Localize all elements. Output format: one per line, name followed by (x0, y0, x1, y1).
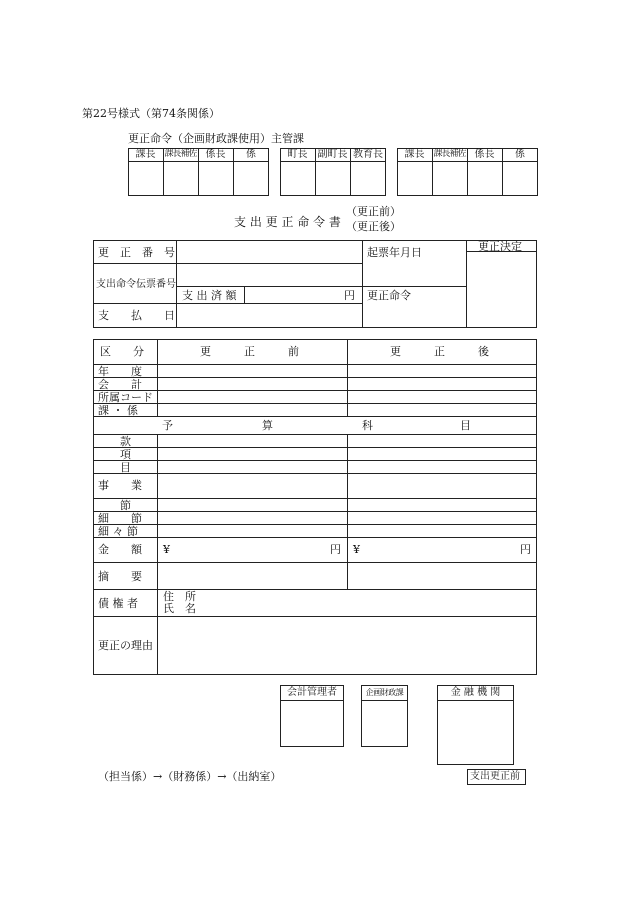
correction-decision-label: 更正決定 (478, 240, 522, 253)
stamp-label: 課長 (404, 149, 425, 160)
row-label-kou: 項 (120, 448, 131, 461)
creditor-name-label: 氏 名 (163, 602, 196, 615)
after-column-header: 更 正 後 (390, 345, 489, 358)
stamp-label: 町長 (287, 149, 308, 160)
row-label-moku: 目 (120, 461, 131, 474)
row-label-creditor: 債 権 者 (98, 597, 138, 610)
stamp-label: 係 (515, 149, 525, 160)
paid-amount-label: 支 出 済 額 (182, 289, 237, 302)
correction-order-label: 更正命令 (367, 289, 411, 302)
stamp-label: 係長 (474, 149, 495, 160)
doc-title-note-after: （更正後） (346, 220, 401, 233)
amount-after-yen: 円 (520, 543, 531, 556)
row-label-sub-setsu: 細 節 (98, 512, 142, 525)
doc-title: 支 出 更 正 命 令 書 (234, 215, 341, 229)
stamp-label: 課長補佐 (433, 149, 466, 159)
stamp-label: 係 (246, 149, 256, 160)
correction-number-label: 更 正 番 号 (98, 246, 175, 259)
payment-date-label: 支 払 日 (98, 309, 175, 322)
amount-before-yen-mark: ¥ (163, 543, 170, 556)
division-label: 区 分 (100, 345, 144, 358)
budget-heading-2: 算 (262, 419, 273, 432)
footer-label: 支出更正前 (470, 771, 520, 782)
row-label-kan: 款 (120, 435, 131, 448)
row-label-dept-code: 所属コード (98, 391, 153, 404)
routing-text: （担当係）→（財務係）→（出納室） (98, 770, 282, 783)
amount-after-yen-mark: ¥ (353, 543, 360, 556)
stamp-label: 副町長 (317, 149, 348, 160)
draft-date-label: 起票年月日 (367, 246, 422, 259)
row-label-amount: 金 額 (98, 543, 142, 556)
row-label-section: 課 ・ 係 (98, 404, 138, 417)
budget-heading-4: 目 (460, 419, 471, 432)
form-number: 第22号様式（第74条関係） (82, 107, 220, 120)
order-title: 更正命令（企画財政課使用）主管課 (128, 132, 304, 145)
row-label-fiscal-year: 年 度 (98, 365, 142, 378)
creditor-address-label: 住 所 (163, 590, 196, 603)
doc-title-note-before: （更正前） (346, 205, 401, 218)
row-label-project: 事 業 (98, 479, 142, 492)
voucher-number-label: 支出命令伝票番号 (96, 279, 176, 290)
budget-heading-3: 科 (362, 419, 373, 432)
row-label-setsu: 節 (120, 499, 131, 512)
before-column-header: 更 正 前 (200, 345, 299, 358)
accounting-manager-label: 会計管理者 (287, 687, 337, 698)
stamp-label: 係長 (205, 149, 226, 160)
financial-institution-label: 金 融 機 関 (450, 687, 501, 698)
planning-finance-label: 企画財政課 (365, 688, 404, 697)
amount-before-yen: 円 (330, 543, 341, 556)
row-label-reason: 更正の理由 (98, 639, 153, 652)
row-label-account: 会 計 (98, 378, 142, 391)
row-label-sub-sub-setsu: 細 々 節 (98, 525, 138, 538)
paid-amount-yen: 円 (344, 289, 355, 302)
stamp-label: 課長 (135, 149, 156, 160)
row-label-summary: 摘 要 (98, 570, 142, 583)
stamp-label: 課長補佐 (164, 149, 197, 159)
stamp-label: 教育長 (353, 149, 383, 160)
budget-heading-1: 予 (162, 419, 173, 432)
